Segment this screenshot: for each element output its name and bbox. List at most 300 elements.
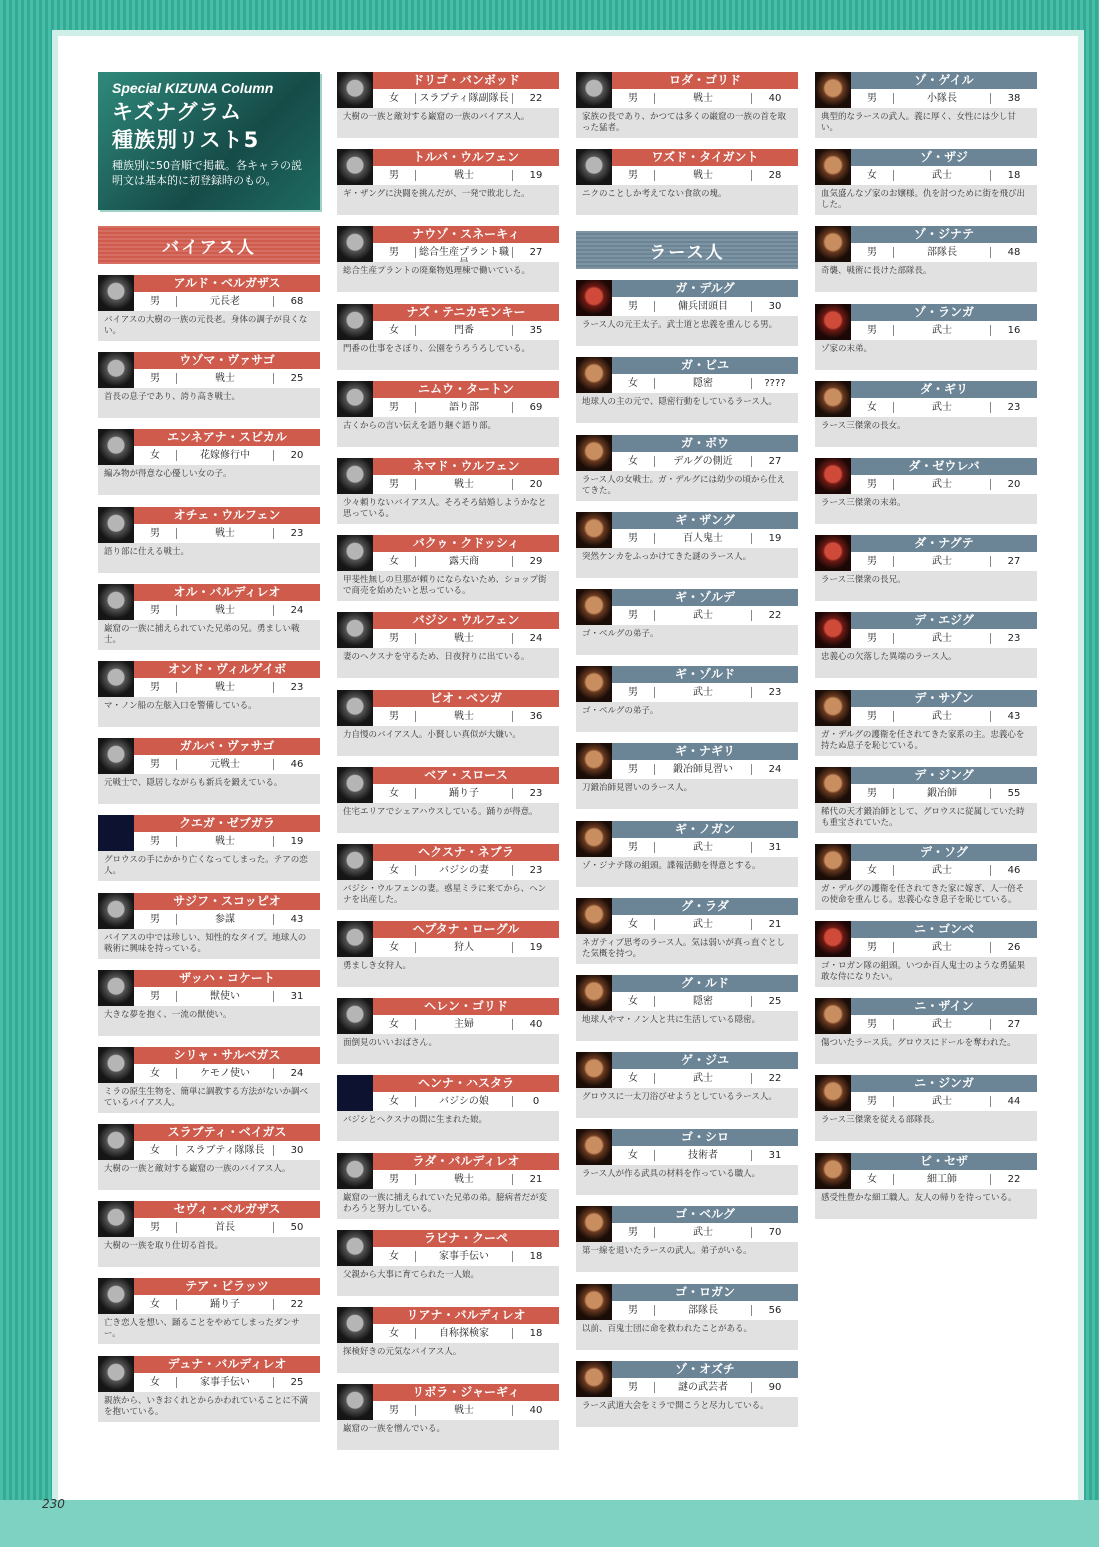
character-gender: 男 [628,301,638,313]
character-stats [851,321,1037,340]
character-stats [373,629,559,648]
character-portrait [337,998,373,1034]
character-stats [612,760,798,779]
character-portrait [98,1047,134,1083]
character-gender: 男 [150,604,160,616]
character-portrait [576,975,612,1011]
character-occupation: 戦士 [176,373,274,384]
character-card [98,275,320,341]
character-card [337,612,559,678]
character-portrait [576,357,612,393]
character-age: 19 [529,170,543,182]
character-gender: 女 [867,170,877,182]
character-description: 家族の長であり、かつては多くの巌窟の一族の首を取った猛者。 [576,108,798,138]
character-occupation: 自称探検家 [415,1328,513,1339]
character-card [576,666,798,732]
character-age: 35 [529,324,543,336]
character-description: 亡き恋人を想い、踊ることをやめてしまったダンサー。 [98,1314,320,1344]
character-age: 27 [529,247,543,259]
character-portrait [576,1284,612,1320]
character-gender: 男 [867,556,877,568]
character-gender: 女 [628,455,638,467]
character-description: 地球人の主の元で、隠密行動をしているラース人。 [576,393,798,423]
character-card [576,821,798,887]
character-occupation: スラブティ隊隊長 [176,1145,274,1156]
character-occupation: 百人鬼士 [654,533,752,544]
character-gender: 男 [628,1227,638,1239]
character-description: 首長の息子であり、誇り高き戦士。 [98,388,320,418]
character-description: 忠義心の欠落した異端のラース人。 [815,648,1037,678]
character-gender: 女 [150,1299,160,1311]
character-stats [373,89,559,108]
character-occupation: 戦士 [415,170,513,181]
character-stats [134,678,320,697]
character-gender: 女 [389,1096,399,1108]
character-name: トルバ・ウルフェン [373,149,559,166]
character-name: ワズド・タイガント [612,149,798,166]
character-age: 25 [768,995,782,1007]
character-stats [134,1373,320,1392]
character-gender: 男 [628,532,638,544]
character-description: グロウスの手にかかり亡くなってしまった。テアの恋人。 [98,851,320,881]
card-list [815,72,1037,1219]
character-occupation: 戦士 [415,1405,513,1416]
character-occupation: 隠密 [654,996,752,1007]
character-name: ダ・ナグテ [851,535,1037,552]
character-card [815,458,1037,524]
character-age: 46 [290,759,304,771]
character-description: ネガティブ思考のラース人。気は弱いが真っ直ぐとした気概を持つ。 [576,934,798,964]
character-gender: 女 [867,864,877,876]
character-occupation: 首長 [176,1222,274,1233]
character-portrait [576,280,612,316]
character-name: ビオ・ベンガ [373,690,559,707]
character-card [337,690,559,756]
character-stats [134,832,320,851]
character-age: 23 [529,787,543,799]
character-age: ???? [764,378,786,390]
character-age: 31 [768,841,782,853]
character-occupation: 鍛冶師 [893,788,991,799]
character-gender: 男 [867,324,877,336]
character-name: ゾ・ランガ [851,304,1037,321]
character-portrait [576,898,612,934]
character-stats [134,446,320,465]
character-description: ラース三傑衆の長兄。 [815,571,1037,601]
character-name: ダ・ゼウレバ [851,458,1037,475]
title-description: 種族別に50音順で掲載。各キャラの説明文は基本的に初登録時のもの。 [112,159,302,187]
character-portrait [576,1361,612,1397]
character-occupation: 武士 [654,610,752,621]
character-occupation: 戦士 [415,1174,513,1185]
character-age: 50 [290,1222,304,1234]
character-name: ギ・ゾルデ [612,589,798,606]
character-card [576,435,798,501]
character-age: 22 [768,609,782,621]
character-portrait [815,1075,851,1111]
character-name: ビ・セザ [851,1153,1037,1170]
character-occupation: 主婦 [415,1019,513,1030]
character-stats [134,1064,320,1083]
character-age: 31 [290,990,304,1002]
character-portrait [98,352,134,388]
character-gender: 男 [628,609,638,621]
character-gender: 男 [150,913,160,925]
character-gender: 男 [867,787,877,799]
character-gender: 男 [389,247,399,259]
character-age: 21 [529,1173,543,1185]
character-portrait [98,1278,134,1314]
character-portrait [337,921,373,957]
character-gender: 男 [389,401,399,413]
character-name: スラブティ・ベイガス [134,1124,320,1141]
card-list [576,72,798,1427]
character-portrait [576,1206,612,1242]
character-name: ネマド・ウルフェン [373,458,559,475]
character-description: 元戦士で、隠居しながらも新兵を鍛えている。 [98,774,320,804]
character-occupation: 元長老 [176,296,274,307]
character-age: 22 [529,93,543,104]
character-occupation: 小隊長 [893,93,991,104]
character-stats [851,938,1037,957]
character-stats [851,1092,1037,1111]
character-card [815,844,1037,910]
character-age: 23 [529,864,543,876]
character-card [98,970,320,1036]
character-description: 編み物が得意な心優しい女の子。 [98,465,320,495]
character-occupation: 参謀 [176,914,274,925]
character-stats [851,89,1037,108]
character-age: 40 [768,93,782,104]
character-occupation: ケモノ使い [176,1068,274,1079]
character-gender: 女 [389,324,399,336]
character-gender: 男 [867,93,877,104]
character-description: 父親から大事に育てられた一人娘。 [337,1266,559,1296]
character-name: テア・ビラッツ [134,1278,320,1295]
character-age: 68 [290,296,304,307]
character-description: ゴ・ロガン隊の組頭。いつか百人鬼士のような勇猛果敢な侍になりたい。 [815,957,1037,987]
character-stats [373,707,559,726]
character-description: 大樹の一族と敵対する巌窟の一族のバイアス人。 [337,108,559,138]
character-age: 23 [1007,633,1021,645]
character-card [98,1201,320,1267]
character-name: ガルバ・ヴァサゴ [134,738,320,755]
column-1 [98,72,320,1433]
character-stats [612,529,798,548]
character-name: ゾ・ジナテ [851,226,1037,243]
character-portrait [576,743,612,779]
character-portrait [337,458,373,494]
character-age: 30 [290,1145,304,1157]
character-card [576,280,798,346]
character-portrait [815,458,851,494]
character-card [576,1361,798,1427]
character-description: ガ・デルグの護衛を任されてきた家に嫁ぎ、人一倍その使命を重んじる。忠義心なき息子を恥じている。 [815,880,1037,910]
character-card [576,743,798,809]
character-name: グ・ラダ [612,898,798,915]
character-card [576,512,798,578]
character-portrait [815,844,851,880]
character-gender: 男 [867,478,877,490]
character-age: 19 [290,836,304,848]
character-description: 巌窟の一族に捕えられていた兄弟の兄。勇ましい戦士。 [98,620,320,650]
character-occupation: デルグの側近 [654,456,752,467]
character-description: 親族から、いきおくれとからかわれていることに不満を抱いている。 [98,1392,320,1422]
character-description: 妻のヘクスナを守るため、日夜狩りに出ている。 [337,648,559,678]
character-stats [134,292,320,311]
character-name: ニムウ・タートン [373,381,559,398]
character-gender: 男 [389,1405,399,1417]
character-description: 語り部に仕える戦士。 [98,543,320,573]
character-stats [612,1301,798,1320]
character-description: 地球人やマ・ノン人と共に生活している隠密。 [576,1011,798,1041]
character-gender: 男 [867,1096,877,1108]
character-age: 23 [290,527,304,539]
character-card [815,304,1037,370]
character-description: 住宅エリアでシェアハウスしている。踊りが得意。 [337,803,559,833]
character-description: 少々頼りないバイアス人。そろそろ結婚しようかなと思っている。 [337,494,559,524]
character-occupation: 部隊長 [893,247,991,258]
character-age: 40 [529,1405,543,1417]
character-description: 刀鍛冶師見習いのラース人。 [576,779,798,809]
character-name: デ・サゾン [851,690,1037,707]
character-occupation: 部隊長 [654,1305,752,1316]
character-description: 探検好きの元気なバイアス人。 [337,1343,559,1373]
character-portrait [337,1230,373,1266]
character-description: グロウスに一太刀浴びせようとしているラース人。 [576,1088,798,1118]
character-stats [373,321,559,340]
character-occupation: 家事手伝い [176,1377,274,1388]
character-name: ヘレン・ゴリド [373,998,559,1015]
character-age: 44 [1007,1096,1021,1108]
character-card [815,535,1037,601]
character-card [337,844,559,910]
character-description: 門番の仕事をさぼり、公園をうろうろしている。 [337,340,559,370]
character-portrait [576,72,612,108]
character-gender: 男 [150,296,160,307]
character-portrait [815,690,851,726]
character-occupation: 踊り子 [176,1299,274,1310]
character-name: ニ・ザイン [851,998,1037,1015]
character-card [576,975,798,1041]
character-occupation: 戦士 [415,711,513,722]
character-occupation: 謎の武芸者 [654,1382,752,1393]
character-name: ガ・ビユ [612,357,798,374]
character-description: 大樹の一族を取り仕切る首長。 [98,1237,320,1267]
character-age: 23 [768,687,782,699]
character-portrait [815,72,851,108]
character-description: ミラの原生生物を、簡単に調教する方法がないか調べているバイアス人。 [98,1083,320,1113]
title-en: Special KIZUNA Column [112,80,274,96]
character-description: ラース人の元王太子。武士道と忠義を重んじる男。 [576,316,798,346]
character-gender: 男 [389,170,399,182]
character-description: ラース三傑衆の長女。 [815,417,1037,447]
character-gender: 女 [150,1145,160,1157]
column-4 [815,72,1037,1230]
character-card [576,72,798,138]
character-portrait [98,815,134,851]
character-occupation: 戦士 [176,682,274,693]
character-age: 48 [1007,247,1021,259]
character-stats [373,1092,559,1111]
character-gender: 女 [628,378,638,390]
character-age: 56 [768,1304,782,1316]
character-card [337,458,559,524]
character-occupation: 戦士 [176,528,274,539]
character-card [337,1230,559,1296]
character-gender: 女 [628,918,638,930]
character-description: ゾ・ジナテ隊の組頭。諜報活動を得意とする。 [576,857,798,887]
bottom-band [0,1500,1099,1547]
character-age: 29 [529,556,543,568]
character-age: 20 [529,478,543,490]
character-gender: 女 [628,995,638,1007]
character-description: バイアスの大樹の一族の元長老。身体の調子が良くない。 [98,311,320,341]
character-occupation: 家事手伝い [415,1251,513,1262]
character-stats [373,938,559,957]
character-card [576,1052,798,1118]
character-name: ゾ・ザジ [851,149,1037,166]
character-age: 23 [1007,401,1021,413]
character-age: 21 [768,918,782,930]
character-gender: 男 [150,836,160,848]
character-description: ラース人が作る武具の材料を作っている職人。 [576,1165,798,1195]
character-gender: 男 [628,841,638,853]
character-name: ベア・スロース [373,767,559,784]
character-age: 19 [768,532,782,544]
character-description: ガ・デルグの護衛を任されてきた家系の主。忠義心を持たぬ息子を恥じている。 [815,726,1037,756]
character-occupation: 武士 [893,711,991,722]
character-stats [373,398,559,417]
character-stats [134,910,320,929]
character-card [98,584,320,650]
character-stats [612,992,798,1011]
character-stats [851,398,1037,417]
character-card [815,1075,1037,1141]
character-stats [612,915,798,934]
section-header-ras: ラース人 [576,231,798,269]
character-name: ゾ・オズチ [612,1361,798,1378]
character-gender: 女 [150,1376,160,1388]
character-description: 巌窟の一族を憎んでいる。 [337,1420,559,1450]
character-card [815,1153,1037,1219]
character-card [576,1129,798,1195]
character-portrait [337,690,373,726]
character-name: シリャ・サルベガス [134,1047,320,1064]
character-stats [851,475,1037,494]
character-card [337,535,559,601]
character-occupation: 語り部 [415,402,513,413]
character-stats [612,89,798,108]
character-stats [373,1247,559,1266]
character-card [337,226,559,292]
character-gender: 男 [867,942,877,954]
character-portrait [576,435,612,471]
character-name: デ・エジグ [851,612,1037,629]
character-name: サジフ・スコッピオ [134,893,320,910]
character-portrait [98,1124,134,1160]
character-card [337,1307,559,1373]
character-stats [373,243,559,262]
character-stats [612,1069,798,1088]
character-name: アルド・ベルガザス [134,275,320,292]
character-gender: 男 [150,527,160,539]
character-card [98,738,320,804]
character-age: 28 [768,170,782,182]
character-card [98,1124,320,1190]
character-occupation: 武士 [654,842,752,853]
character-occupation: バジシの娘 [415,1096,513,1107]
character-stats [851,707,1037,726]
character-card [337,304,559,370]
character-portrait [815,381,851,417]
character-occupation: 武士 [893,556,991,567]
character-name: オチェ・ウルフェン [134,507,320,524]
character-portrait [337,844,373,880]
character-occupation: 戦士 [415,479,513,490]
character-portrait [337,381,373,417]
character-age: 25 [290,1376,304,1388]
character-age: 23 [290,681,304,693]
character-stats [373,1401,559,1420]
character-age: 18 [1007,170,1021,182]
character-name: ロダ・ゴリド [612,72,798,89]
character-age: 40 [529,1019,543,1031]
character-description: バジシ・ウルフェンの妻。惑星ミラに来てから、ヘンナを出産した。 [337,880,559,910]
character-card [815,381,1037,447]
character-age: 19 [529,942,543,954]
character-portrait [337,72,373,108]
character-name: ヘンナ・ハスタラ [373,1075,559,1092]
character-stats [851,861,1037,880]
character-name: ダ・ギリ [851,381,1037,398]
character-stats [373,1324,559,1343]
character-stats [851,629,1037,648]
character-stats [134,369,320,388]
character-gender: 男 [389,633,399,645]
character-description: ゾ家の末弟。 [815,340,1037,370]
character-age: 30 [768,301,782,313]
character-age: 24 [290,1067,304,1079]
character-description: ラース三傑衆を従える部隊長。 [815,1111,1037,1141]
character-age: 31 [768,1150,782,1162]
character-card [815,149,1037,215]
character-age: 20 [1007,478,1021,490]
character-occupation: 武士 [893,942,991,953]
character-portrait [815,149,851,185]
character-portrait [815,998,851,1034]
character-age: 90 [768,1381,782,1393]
character-portrait [337,767,373,803]
character-gender: 男 [150,759,160,771]
character-portrait [576,666,612,702]
character-gender: 男 [867,710,877,722]
character-card [337,1075,559,1141]
character-name: ニ・ゴンベ [851,921,1037,938]
character-description: ラース三傑衆の末弟。 [815,494,1037,524]
character-portrait [576,149,612,185]
character-stats [612,452,798,471]
character-description: バイアスの中では珍しい、知性的なタイプ。地球人の戦術に興味を持っている。 [98,929,320,959]
character-occupation: 戦士 [654,93,752,104]
character-portrait [98,893,134,929]
character-portrait [337,1075,373,1111]
character-portrait [815,535,851,571]
character-name: ヘプタナ・ローグル [373,921,559,938]
character-name: ゲ・ジユ [612,1052,798,1069]
character-name: ラビナ・クーペ [373,1230,559,1247]
character-name: ナウゾ・スネーキィ [373,226,559,243]
